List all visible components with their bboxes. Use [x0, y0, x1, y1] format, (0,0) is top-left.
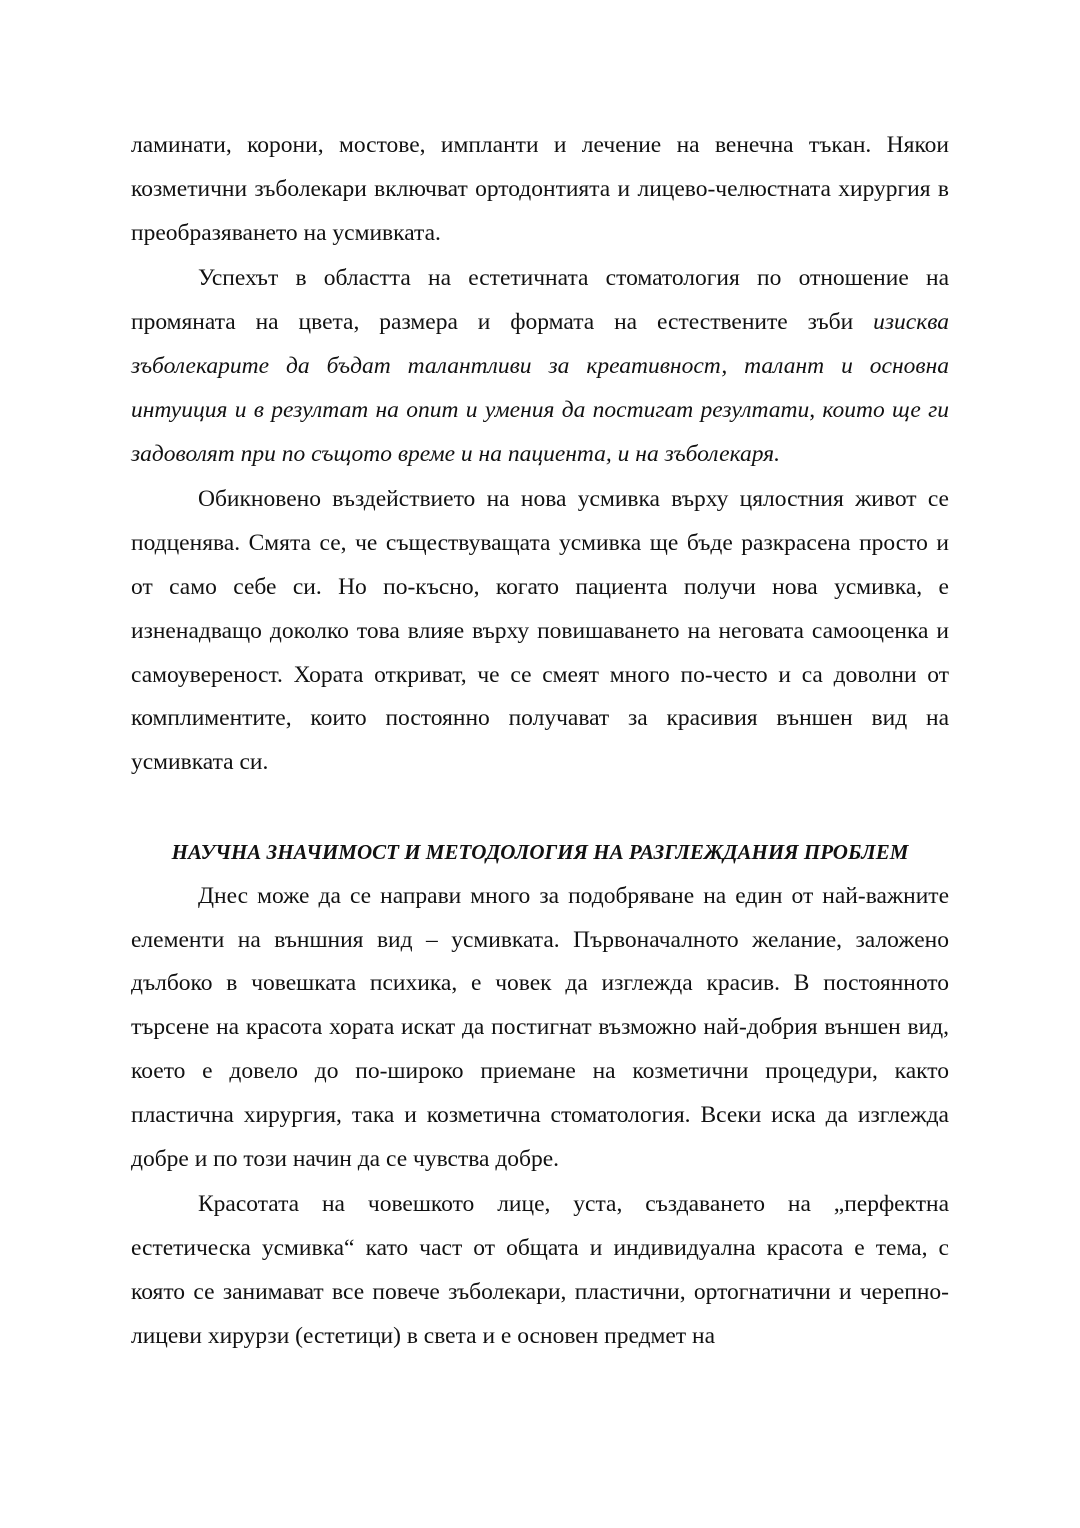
section-heading: НАУЧНА ЗНАЧИМОСТ И МЕТОДОЛОГИЯ НА РАЗГЛЕЖДАНИЯ ПРОБЛЕМ	[171, 839, 909, 864]
paragraph-4: Днес може да се направи много за подобряване на един от най-важните елементи на външния вид – усмивката. Първоначалното желание, заложено дълбоко в човешката психика, е човек да изглежда красив. В постоянното търсене на красота хората искат да постигнат възможно най-добрия външен вид, което е довело до по-широко приемане на козметични процедури, както пластична хирургия, така и козметична стоматология. Всеки иска да изглежда добре и по този начин да се чувства добре.	[131, 882, 949, 1172]
paragraph-5: Красотата на човешкото лице, уста, създаването на „перфектна естетическа усмивка“ като част от общата и индивидуална красота е тема, с която се занимават все повече зъболекари, пластични, ортогнатични и черепно-лицеви хирурзи (естетици) в света и е основен предмет на	[131, 1191, 949, 1349]
paragraph-3: Обикновено въздействието на нова усмивка върху цялостния живот се подценява. Смята се, че съществуващата усмивка ще бъде разкрасена просто и от само себе си. Но по-късно, когато пациента получи нова усмивка, е изненадващо доколко това влияе върху повишаването на неговата самооценка и самоувереност. Хората откриват, че се смеят много по-често и са доволни от комплиментите, които постоянно получават за красивия външен вид на усмивката си.	[131, 486, 949, 776]
document-page	[131, 124, 949, 1359]
paragraph-2-normal: Успехът в областта на естетичната стоматология по отношение на промяната на цвета, размера и формата на естествените зъби	[131, 265, 949, 336]
section-spacer	[131, 785, 949, 831]
paragraph-1: ламинати, корони, мостове, импланти и лечение на венечна тъкан. Някои козметични зъболекари включват ортодонтията и лицево-челюстната хирургия в преобразяването на усмивката.	[131, 132, 949, 246]
paragraph-2-italic: изисква зъболекарите да бъдат талантливи за креативност, талант и основна интуиция и в резултат на опит и умения да постигат резултати, които ще ги задоволят при по същото време и на пациента, и на зъболекаря.	[131, 309, 949, 467]
paragraph-2	[131, 257, 949, 476]
